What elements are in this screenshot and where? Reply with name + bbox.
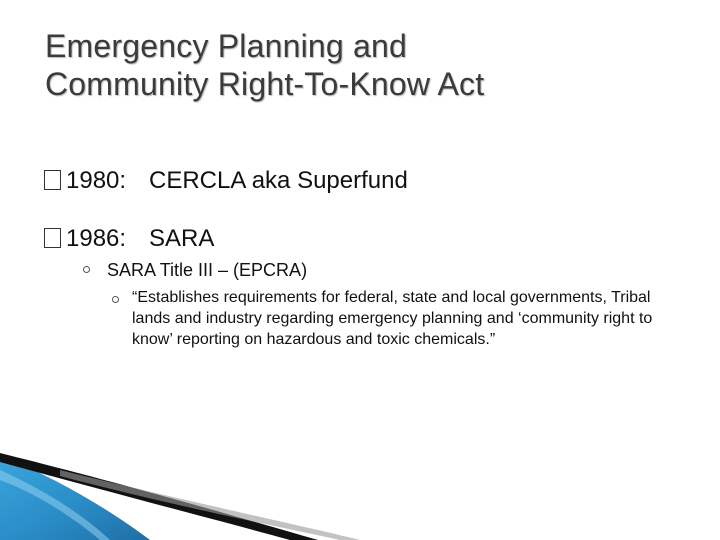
- slide-title-line-1: Emergency Planning and: [45, 28, 407, 64]
- bullet-year: 1980:: [66, 167, 127, 194]
- quote-text: “Establishes requirements for federal, state and local governments, Tribal lands and industry regarding emergency planning and ‘community right to know’ reporting on hazardous and toxic chemicals.”: [132, 289, 653, 348]
- sub-bullet-text: SARA Title III – (EPCRA): [107, 260, 308, 280]
- bullet-year: 1986:: [66, 225, 127, 252]
- bullet-text: CERCLA aka Superfund: [149, 167, 408, 194]
- bullet-text: SARA: [149, 225, 215, 252]
- slide-title-line-2: Community Right-To-Know Act: [45, 66, 485, 102]
